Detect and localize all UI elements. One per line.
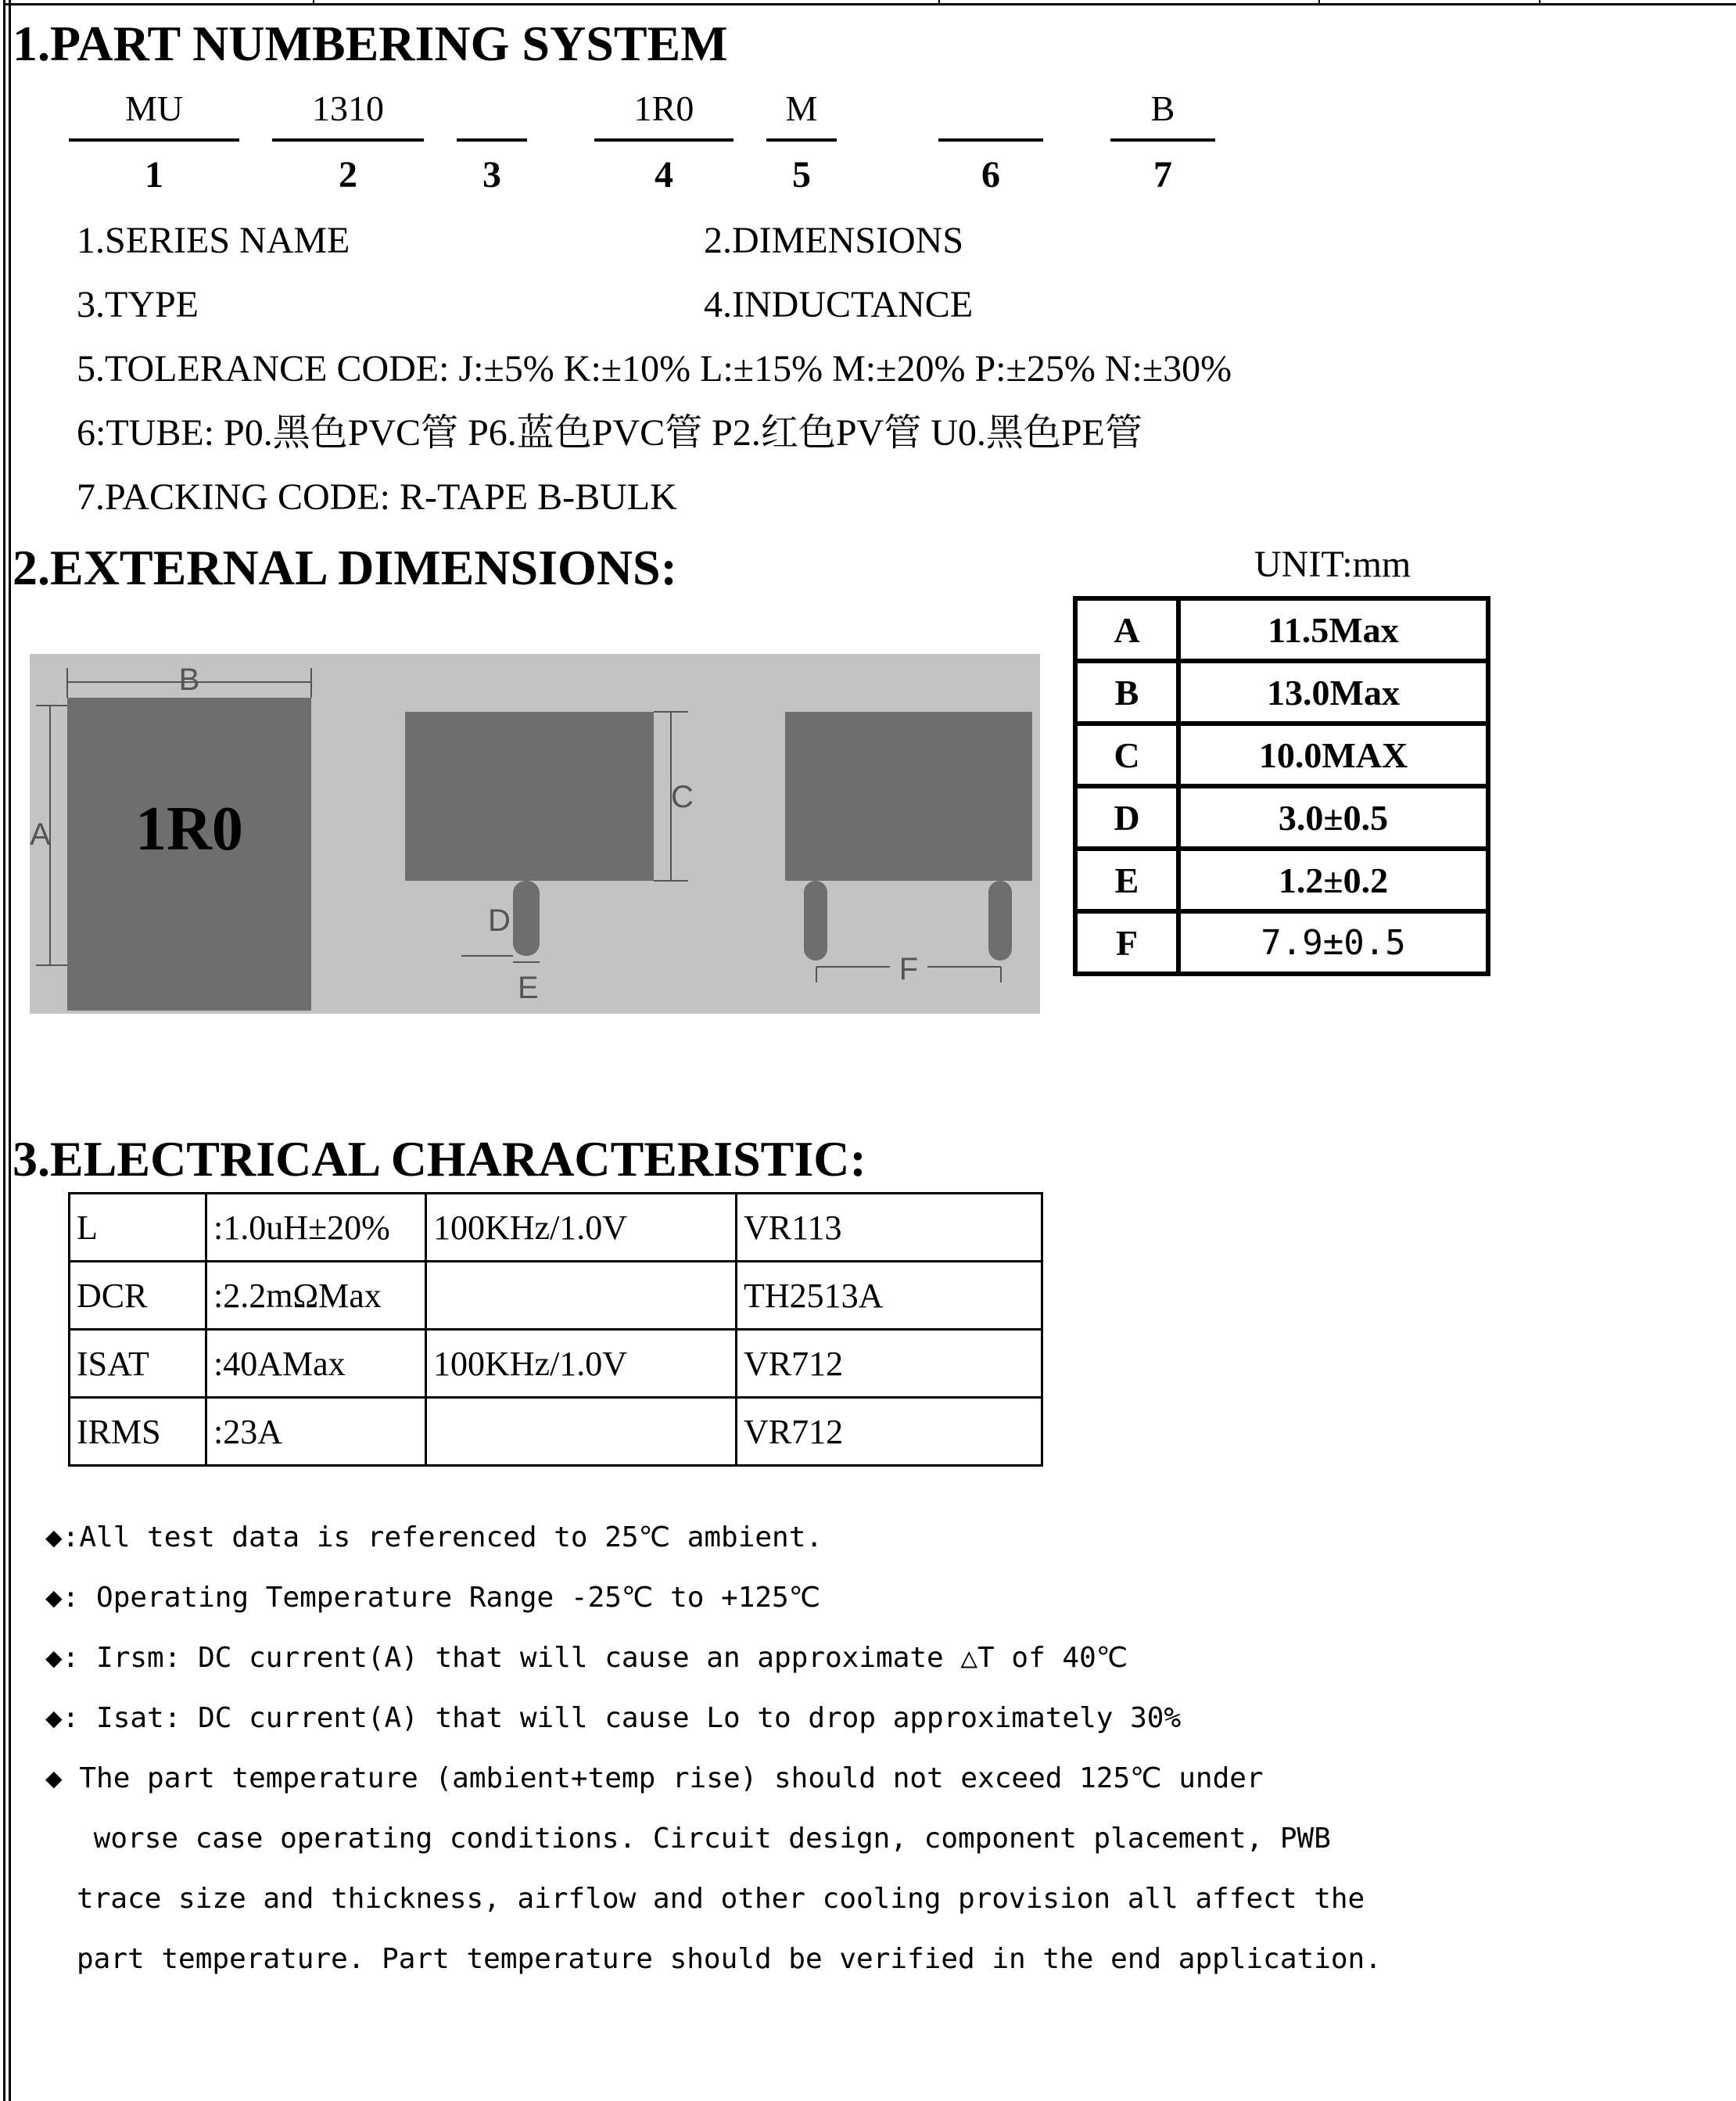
desc-series-name: 1.SERIES NAME xyxy=(77,220,350,261)
elec-condition xyxy=(426,1398,737,1466)
dim-label-f: F xyxy=(898,952,919,986)
elec-param: L xyxy=(70,1194,206,1262)
part-code-packing: B xyxy=(1150,88,1175,128)
dim-value: 13.0Max xyxy=(1178,661,1488,724)
elec-instrument: VR712 xyxy=(737,1330,1042,1398)
elec-value: :2.2mΩMax xyxy=(206,1262,426,1330)
part-position-number: 7 xyxy=(1153,154,1172,196)
part-code-underline xyxy=(272,138,424,142)
part-position-number: 3 xyxy=(482,154,501,196)
header-divider xyxy=(1539,0,1541,5)
elec-condition: 100KHz/1.0V xyxy=(426,1330,737,1398)
desc-dimensions: 2.DIMENSIONS xyxy=(704,220,964,261)
elec-condition xyxy=(426,1262,737,1330)
table-row xyxy=(70,1194,1042,1262)
part-code-underline xyxy=(457,138,527,142)
dim-label-b: B xyxy=(178,663,200,697)
elec-instrument: VR113 xyxy=(737,1194,1042,1262)
part-code-underline xyxy=(766,138,837,142)
part-position-number: 5 xyxy=(792,154,811,196)
table-row xyxy=(1075,598,1488,661)
unit-label: UNIT:mm xyxy=(1254,544,1411,585)
table-row xyxy=(1075,911,1488,974)
table-row xyxy=(70,1398,1042,1466)
page-border-top xyxy=(3,3,1736,5)
dim-label-a: A xyxy=(30,817,51,852)
component-dimension-drawing xyxy=(30,654,1040,1014)
dim-label-e: E xyxy=(518,971,539,1005)
part-position-number: 1 xyxy=(145,154,163,196)
note-part-temperature-cont: part temperature. Part temperature should be verified in the end application. xyxy=(77,1943,1382,1975)
dim-value: 1.2±0.2 xyxy=(1178,849,1488,911)
part-code-tolerance: M xyxy=(785,88,818,128)
dim-value: 11.5Max xyxy=(1178,598,1488,661)
dim-value: 10.0MAX xyxy=(1178,724,1488,786)
dim-key: B xyxy=(1075,661,1178,724)
part-code-dimensions: 1310 xyxy=(312,88,384,128)
dim-value: 3.0±0.5 xyxy=(1178,786,1488,849)
desc-tube: 6:TUBE: P0.黑色PVC管 P6.蓝色PVC管 P2.红色PV管 U0.黑色PE管 xyxy=(77,412,1142,454)
elec-value: :23A xyxy=(206,1398,426,1466)
dimensions-table xyxy=(1073,596,1490,976)
elec-instrument: VR712 xyxy=(737,1398,1042,1466)
dim-key: E xyxy=(1075,849,1178,911)
component-side-view xyxy=(405,712,654,881)
dim-key: A xyxy=(1075,598,1178,661)
component-front-lead-left xyxy=(804,881,827,961)
desc-packing-code: 7.PACKING CODE: R-TAPE B-BULK xyxy=(77,476,677,518)
table-row xyxy=(70,1330,1042,1398)
part-position-number: 6 xyxy=(981,154,1000,196)
page-border-left xyxy=(3,0,5,2101)
desc-tolerance-code: 5.TOLERANCE CODE: J:±5% K:±10% L:±15% M:±20% P:±25% N:±30% xyxy=(77,348,1232,390)
note-isat: ◆: Isat: DC current(A) that will cause Lo to drop approximately 30% xyxy=(45,1702,1182,1734)
table-row xyxy=(1075,661,1488,724)
elec-instrument: TH2513A xyxy=(737,1262,1042,1330)
table-row xyxy=(1075,849,1488,911)
dim-key: F xyxy=(1075,911,1178,974)
note-operating-temperature: ◆: Operating Temperature Range -25℃ to +125℃ xyxy=(45,1582,821,1614)
note-test-reference: ◆:All test data is referenced to 25℃ ambient. xyxy=(45,1521,823,1553)
note-part-temperature: ◆ The part temperature (ambient+temp rise) should not exceed 125℃ under xyxy=(45,1762,1264,1794)
page-border-left-inner xyxy=(9,0,11,2101)
elec-value: :1.0uH±20% xyxy=(206,1194,426,1262)
elec-param: IRMS xyxy=(70,1398,206,1466)
header-divider xyxy=(938,0,940,5)
elec-param: ISAT xyxy=(70,1330,206,1398)
note-irsm: ◆: Irsm: DC current(A) that will cause an approximate △T of 40℃ xyxy=(45,1642,1128,1674)
part-code-series: MU xyxy=(124,88,184,128)
dim-value: 7.9±0.5 xyxy=(1178,911,1488,974)
part-position-number: 4 xyxy=(655,154,673,196)
section-title-part-numbering: 1.PART NUMBERING SYSTEM xyxy=(13,16,728,71)
component-front-lead-right xyxy=(988,881,1012,961)
dim-label-c: C xyxy=(671,780,694,814)
note-part-temperature-cont: trace size and thickness, airflow and other cooling provision all affect the xyxy=(77,1883,1365,1915)
elec-param: DCR xyxy=(70,1262,206,1330)
header-divider xyxy=(1318,0,1320,5)
part-position-number: 2 xyxy=(339,154,357,196)
part-code-underline xyxy=(938,138,1043,142)
component-front-view xyxy=(785,712,1032,881)
elec-condition: 100KHz/1.0V xyxy=(426,1194,737,1262)
part-code-inductance: 1R0 xyxy=(633,88,694,128)
dim-label-d: D xyxy=(488,903,511,938)
component-marking: 1R0 xyxy=(135,795,243,864)
part-code-underline xyxy=(1110,138,1215,142)
table-row xyxy=(1075,786,1488,849)
section-title-electrical: 3.ELECTRICAL CHARACTERISTIC: xyxy=(13,1131,866,1187)
part-code-underline xyxy=(69,138,239,142)
section-title-external-dimensions: 2.EXTERNAL DIMENSIONS: xyxy=(13,540,677,595)
table-row xyxy=(1075,724,1488,786)
dim-key: D xyxy=(1075,786,1178,849)
header-divider xyxy=(313,0,314,5)
elec-value: :40AMax xyxy=(206,1330,426,1398)
part-code-underline xyxy=(594,138,733,142)
electrical-characteristics-table xyxy=(68,1192,1043,1467)
desc-inductance: 4.INDUCTANCE xyxy=(704,284,974,325)
table-row xyxy=(70,1262,1042,1330)
note-part-temperature-cont: worse case operating conditions. Circuit design, component placement, PWB xyxy=(77,1823,1331,1855)
dim-key: C xyxy=(1075,724,1178,786)
desc-type: 3.TYPE xyxy=(77,284,199,325)
component-side-lead xyxy=(513,881,540,956)
